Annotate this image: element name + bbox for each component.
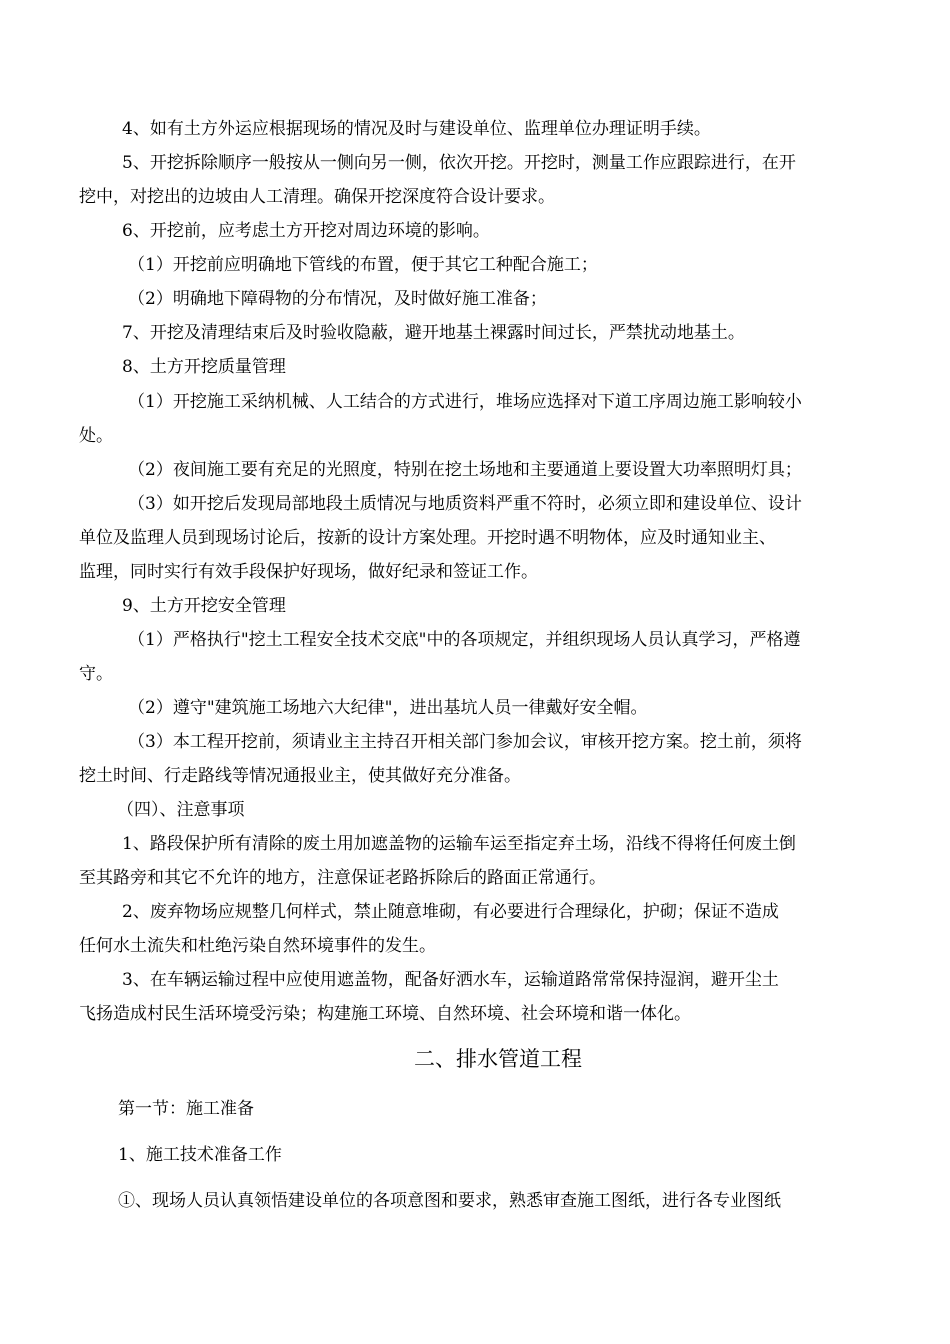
- paragraph-line: 7、开挖及清理结束后及时验收隐蔽，避开地基土裸露时间过长，严禁扰动地基土。: [122, 323, 745, 343]
- paragraph-line: （2）明确地下障碍物的分布情况，及时做好施工准备；: [128, 289, 547, 309]
- paragraph-line: 单位及监理人员到现场讨论后，按新的设计方案处理。开挖时遇不明物体，应及时通知业主、: [79, 528, 776, 548]
- paragraph-line: 6、开挖前，应考虑土方开挖对周边环境的影响。: [122, 221, 490, 241]
- paragraph-line: （2）夜间施工要有充足的光照度，特别在挖土场地和主要通道上要设置大功率照明灯具；: [128, 460, 802, 480]
- paragraph-line: 3、在车辆运输过程中应使用遮盖物，配备好洒水车，运输道路常常保持湿润，避开尘土: [122, 970, 779, 990]
- paragraph-line: 至其路旁和其它不允许的地方，注意保证老路拆除后的路面正常通行。: [79, 868, 606, 888]
- paragraph-line: 9、土方开挖安全管理: [122, 596, 286, 616]
- paragraph-line: 任何水土流失和杜绝污染自然环境事件的发生。: [79, 936, 436, 956]
- paragraph-line: 处。: [79, 426, 113, 446]
- paragraph-line: 1、路段保护所有清除的废土用加遮盖物的运输车运至指定弃土场，沿线不得将任何废土倒: [122, 834, 796, 854]
- paragraph-line: （1）严格执行"挖土工程安全技术交底"中的各项规定，并组织现场人员认真学习，严格遵: [128, 630, 801, 650]
- paragraph-line: （3）本工程开挖前，须请业主主持召开相关部门参加会议，审核开挖方案。挖土前，须将: [128, 732, 802, 752]
- subsection-item: 1、施工技术准备工作: [118, 1145, 282, 1165]
- paragraph-line: 8、土方开挖质量管理: [122, 357, 286, 377]
- paragraph-line: 4、如有土方外运应根据现场的情况及时与建设单位、监理单位办理证明手续。: [122, 119, 711, 139]
- paragraph-line: （1）开挖施工采纳机械、人工结合的方式进行，堆场应选择对下道工序周边施工影响较小: [128, 392, 802, 412]
- paragraph-line: 飞扬造成村民生活环境受污染；构建施工环境、自然环境、社会环境和谐一体化。: [79, 1004, 691, 1024]
- paragraph-line: 监理，同时实行有效手段保护好现场，做好纪录和签证工作。: [79, 562, 538, 582]
- paragraph-line: 挖土时间、行走路线等情况通报业主，使其做好充分准备。: [79, 766, 521, 786]
- subsection-item: ①、现场人员认真领悟建设单位的各项意图和要求，熟悉审查施工图纸，进行各专业图纸: [118, 1191, 781, 1211]
- paragraph-line: （四）、注意事项: [117, 800, 245, 820]
- paragraph-line: （3）如开挖后发现局部地段土质情况与地质资料严重不符时，必须立即和建设单位、设计: [128, 494, 802, 514]
- section-heading: 二、排水管道工程: [414, 1047, 582, 1071]
- subsection-title: 第一节：施工准备: [118, 1099, 254, 1119]
- paragraph-line: 守。: [79, 664, 113, 684]
- paragraph-line: 挖中，对挖出的边坡由人工清理。确保开挖深度符合设计要求。: [79, 187, 555, 207]
- paragraph-line: （2）遵守"建筑施工场地六大纪律"，进出基坑人员一律戴好安全帽。: [128, 698, 648, 718]
- paragraph-line: 5、开挖拆除顺序一般按从一侧向另一侧，依次开挖。开挖时，测量工作应跟踪进行，在开: [122, 153, 796, 173]
- paragraph-line: （1）开挖前应明确地下管线的布置，便于其它工种配合施工；: [128, 255, 598, 275]
- paragraph-line: 2、废弃物场应规整几何样式，禁止随意堆砌，有必要进行合理绿化，护砌；保证不造成: [122, 902, 779, 922]
